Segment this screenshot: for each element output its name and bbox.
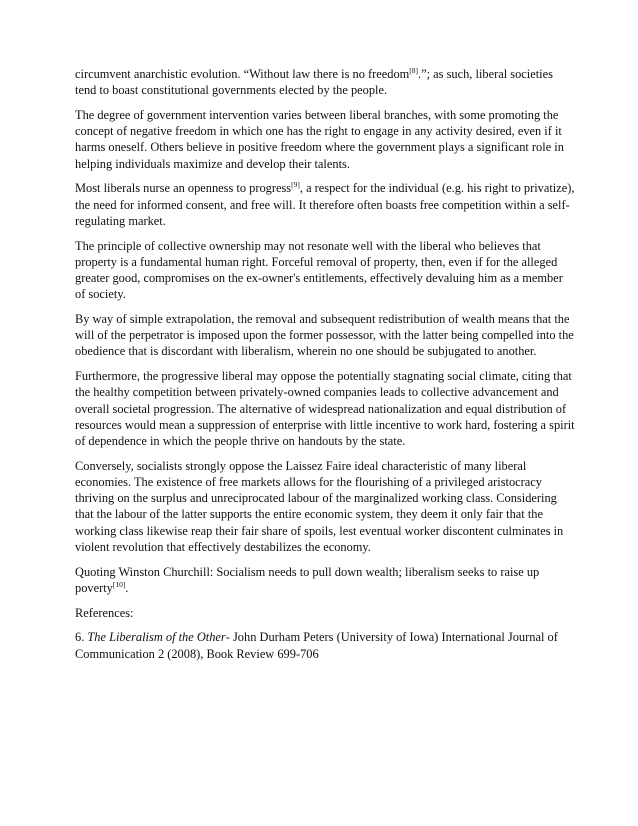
paragraph-redistribution: By way of simple extrapolation, the removal and subsequent redistribution of wealth means that the will of the perpetrator is imposed upon the former possessor, with the latter being compelled into the obedience that is discordant with liberalism, wherein no one should be subjugated to another. [75,312,574,359]
paragraph-government-intervention: The degree of government intervention varies between liberal branches, with some promoting the concept of negative freedom in which one has the right to engage in any activity desired, even if it harms oneself. Others believe in positive freedom where the government plays a significant role in helping individuals maximize and develop their talents. [75,108,564,171]
paragraph-collective-ownership: The principle of collective ownership may not resonate well with the liberal who believes that property is a fundamental human right. Forceful removal of property, then, even if for the alleged greater good, compromises on the ex-owner's entitlements, effectively devaluing him as a member of society. [75,238,563,302]
paragraph-openness-to-progress [75,180,575,229]
footnote-ref-8[interactable]: [8] [409,66,419,75]
references-heading: References: [75,605,134,620]
paragraph-text: circumvent anarchistic evolution. “Without law there is no freedom [75,67,410,81]
paragraph-churchill-quote [75,564,575,596]
reference-details: - John Durham Peters (University of Iowa) International Journal of Communication 2 (2008), Book Review 699-706 [75,630,558,661]
reference-number: 6. [75,630,88,645]
paragraph-law-freedom [75,66,575,98]
document-page [75,66,575,662]
paragraph-text: .”; as such, liberal societies tend to boast constitutional governments elected by the people. [75,67,553,98]
footnote-ref-9[interactable]: [9] [291,180,300,190]
paragraph-socialists-oppose: Conversely, socialists strongly oppose the Laissez Faire ideal characteristic of many liberal economies. The existence of free markets allows for the flourishing of a privileged aristocracy thriving on the surplus and unreciprocated labour of the marginalized working class. Considering that the labour of the latter supports the entire economic system, they deem it only fair that the working class likewise reap their fair share of spoils, lest eventual worker discontent culminates in violent revolution that effectively destabilizes the economy. [75,458,564,554]
reference-title: The Liberalism of the Other [87,630,226,645]
paragraph-text: Most liberals nurse an openness to progress [75,181,292,196]
reference-entry-6 [75,629,575,661]
paragraph-text: Quoting Winston Churchill: Socialism needs to pull down wealth; liberalism seeks to raise up poverty [75,564,540,595]
paragraph-text: , a respect for the individual (e.g. his right to privatize), the need for informed consent, and free will. It therefore often boasts free competition within a self-regulating market. [75,181,575,228]
footnote-ref-10[interactable]: [10] [112,579,126,589]
paragraph-text: . [125,580,129,595]
paragraph-progressive-liberal: Furthermore, the progressive liberal may oppose the potentially stagnating social climate, citing that the healthy competition between privately-owned companies leads to collective advancement and overall societal progression. The alternative of widespread nationalization and equal distribution of resources would mean a suppression of enterprise with little incentive to work hard, fostering a spirit of dependence in which the people thrive on handouts by the state. [75,369,575,449]
